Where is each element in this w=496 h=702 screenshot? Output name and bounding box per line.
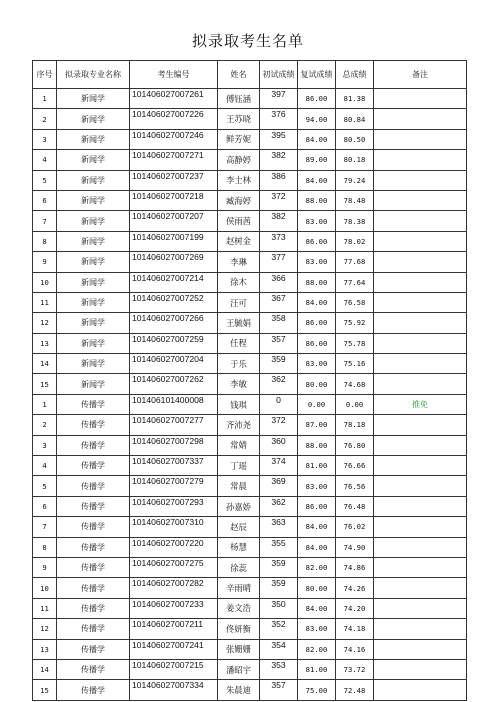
header-written-score: 初试成绩	[260, 61, 298, 89]
candidate-id: 101406027007271	[130, 150, 218, 170]
note-cell	[374, 435, 467, 455]
row-number: 9	[33, 557, 57, 577]
total-score: 74.26	[336, 578, 374, 598]
major-cell: 传播学	[57, 680, 130, 700]
interview-score: 81.00	[298, 659, 336, 679]
total-score: 76.02	[336, 517, 374, 537]
row-number: 13	[33, 639, 57, 659]
table-row	[33, 231, 467, 251]
table-row	[33, 598, 467, 618]
table-row	[33, 252, 467, 272]
interview-score: 82.00	[298, 639, 336, 659]
candidate-name: 钱琪	[218, 394, 260, 414]
written-score: 382	[260, 211, 298, 231]
table-row	[33, 394, 467, 414]
page-title: 拟录取考生名单	[191, 32, 304, 50]
major-cell: 新闻学	[57, 150, 130, 170]
note-cell	[374, 415, 467, 435]
major-cell: 新闻学	[57, 333, 130, 353]
written-score: 366	[260, 272, 298, 292]
row-number: 11	[33, 292, 57, 312]
row-number: 10	[33, 272, 57, 292]
interview-score: 81.00	[298, 456, 336, 476]
total-score: 74.18	[336, 619, 374, 639]
total-score: 74.68	[336, 374, 374, 394]
row-number: 15	[33, 374, 57, 394]
candidate-id: 101406027007293	[130, 496, 218, 516]
interview-score: 84.00	[298, 292, 336, 312]
row-number: 13	[33, 333, 57, 353]
written-score: 372	[260, 415, 298, 435]
written-score: 382	[260, 150, 298, 170]
candidate-name: 李士林	[218, 170, 260, 190]
candidate-name: 朱晨迪	[218, 680, 260, 700]
note-cell	[374, 190, 467, 210]
table-row	[33, 415, 467, 435]
table-row	[33, 537, 467, 557]
total-score: 76.48	[336, 496, 374, 516]
interview-score: 80.00	[298, 374, 336, 394]
candidate-id: 101406027007266	[130, 313, 218, 333]
candidate-name: 徐木	[218, 272, 260, 292]
written-score: 359	[260, 354, 298, 374]
major-cell: 传播学	[57, 394, 130, 414]
note-cell	[374, 578, 467, 598]
written-score: 372	[260, 190, 298, 210]
note-cell	[374, 150, 467, 170]
row-number: 8	[33, 537, 57, 557]
major-cell: 新闻学	[57, 374, 130, 394]
row-number: 4	[33, 150, 57, 170]
row-number: 2	[33, 415, 57, 435]
written-score: 353	[260, 659, 298, 679]
candidate-id: 101406027007241	[130, 639, 218, 659]
note-cell	[374, 313, 467, 333]
total-score: 72.48	[336, 680, 374, 700]
major-cell: 传播学	[57, 557, 130, 577]
total-score: 74.20	[336, 598, 374, 618]
table-row	[33, 680, 467, 700]
total-score: 79.24	[336, 170, 374, 190]
row-number: 15	[33, 680, 57, 700]
interview-score: 0.00	[298, 394, 336, 414]
row-number: 7	[33, 517, 57, 537]
row-number: 7	[33, 211, 57, 231]
note-cell	[374, 292, 467, 312]
table-row	[33, 517, 467, 537]
note-cell	[374, 639, 467, 659]
table-row	[33, 129, 467, 149]
interview-score: 87.00	[298, 415, 336, 435]
row-number: 3	[33, 435, 57, 455]
total-score: 78.38	[336, 211, 374, 231]
total-score: 74.16	[336, 639, 374, 659]
note-cell	[374, 333, 467, 353]
table-row	[33, 435, 467, 455]
major-cell: 新闻学	[57, 211, 130, 231]
written-score: 355	[260, 537, 298, 557]
written-score: 357	[260, 333, 298, 353]
candidate-id: 101406027007262	[130, 374, 218, 394]
table-row	[33, 476, 467, 496]
total-score: 77.64	[336, 272, 374, 292]
total-score: 74.86	[336, 557, 374, 577]
written-score: 377	[260, 252, 298, 272]
interview-score: 84.00	[298, 170, 336, 190]
total-score: 80.84	[336, 109, 374, 129]
written-score: 376	[260, 109, 298, 129]
written-score: 369	[260, 476, 298, 496]
major-cell: 传播学	[57, 415, 130, 435]
interview-score: 88.00	[298, 435, 336, 455]
table-row	[33, 557, 467, 577]
row-number: 1	[33, 89, 57, 109]
note-cell	[374, 231, 467, 251]
interview-score: 82.00	[298, 557, 336, 577]
note-cell	[374, 557, 467, 577]
major-cell: 新闻学	[57, 252, 130, 272]
note-cell	[374, 517, 467, 537]
written-score: 386	[260, 170, 298, 190]
table-row	[33, 578, 467, 598]
table-row	[33, 354, 467, 374]
candidate-name: 徐蕊	[218, 557, 260, 577]
candidate-id: 101406027007214	[130, 272, 218, 292]
written-score: 0	[260, 394, 298, 414]
table-row	[33, 619, 467, 639]
candidate-id: 101406027007337	[130, 456, 218, 476]
interview-score: 84.00	[298, 537, 336, 557]
note-cell	[374, 129, 467, 149]
interview-score: 83.00	[298, 211, 336, 231]
table-row	[33, 211, 467, 231]
candidate-name: 赵树金	[218, 231, 260, 251]
candidate-name: 常晨	[218, 476, 260, 496]
written-score: 373	[260, 231, 298, 251]
candidate-name: 高静婷	[218, 150, 260, 170]
written-score: 350	[260, 598, 298, 618]
total-score: 74.90	[336, 537, 374, 557]
candidate-name: 姜文浩	[218, 598, 260, 618]
header-major: 拟录取专业名称	[57, 61, 130, 89]
major-cell: 新闻学	[57, 170, 130, 190]
table-row	[33, 109, 467, 129]
candidate-name: 齐沛尧	[218, 415, 260, 435]
total-score: 81.38	[336, 89, 374, 109]
total-score: 0.00	[336, 394, 374, 414]
candidate-name: 李琳	[218, 252, 260, 272]
candidate-name: 侯雨茜	[218, 211, 260, 231]
header-name: 姓名	[218, 61, 260, 89]
interview-score: 89.00	[298, 150, 336, 170]
written-score: 395	[260, 129, 298, 149]
written-score: 359	[260, 557, 298, 577]
major-cell: 传播学	[57, 456, 130, 476]
table-row	[33, 170, 467, 190]
candidate-name: 佟妍衡	[218, 619, 260, 639]
candidate-id: 101406027007282	[130, 578, 218, 598]
note-cell	[374, 537, 467, 557]
interview-score: 83.00	[298, 252, 336, 272]
written-score: 363	[260, 517, 298, 537]
total-score: 75.16	[336, 354, 374, 374]
table-header-row	[33, 61, 467, 89]
major-cell: 传播学	[57, 517, 130, 537]
note-cell	[374, 109, 467, 129]
candidate-id: 101406027007233	[130, 598, 218, 618]
major-cell: 传播学	[57, 619, 130, 639]
admission-table	[32, 60, 467, 701]
major-cell: 传播学	[57, 639, 130, 659]
candidate-name: 杨慧	[218, 537, 260, 557]
row-number: 14	[33, 354, 57, 374]
note-cell	[374, 170, 467, 190]
written-score: 397	[260, 89, 298, 109]
candidate-id: 101406027007215	[130, 659, 218, 679]
note-cell	[374, 456, 467, 476]
written-score: 358	[260, 313, 298, 333]
major-cell: 新闻学	[57, 292, 130, 312]
written-score: 352	[260, 619, 298, 639]
major-cell: 传播学	[57, 578, 130, 598]
row-number: 2	[33, 109, 57, 129]
candidate-id: 101406027007211	[130, 619, 218, 639]
interview-score: 94.00	[298, 109, 336, 129]
interview-score: 88.00	[298, 190, 336, 210]
note-cell	[374, 476, 467, 496]
candidate-name: 王苏晓	[218, 109, 260, 129]
interview-score: 86.00	[298, 496, 336, 516]
row-number: 5	[33, 476, 57, 496]
header-total-score: 总成绩	[336, 61, 374, 89]
written-score: 374	[260, 456, 298, 476]
interview-score: 86.00	[298, 333, 336, 353]
total-score: 76.80	[336, 435, 374, 455]
candidate-id: 101406027007226	[130, 109, 218, 129]
row-number: 5	[33, 170, 57, 190]
candidate-id: 101406027007237	[130, 170, 218, 190]
interview-score: 80.00	[298, 578, 336, 598]
interview-score: 86.00	[298, 231, 336, 251]
candidate-name: 傅钰涵	[218, 89, 260, 109]
candidate-name: 赵辰	[218, 517, 260, 537]
note-cell	[374, 598, 467, 618]
note-cell	[374, 374, 467, 394]
total-score: 73.72	[336, 659, 374, 679]
candidate-id: 101406027007279	[130, 476, 218, 496]
total-score: 78.18	[336, 415, 374, 435]
candidate-id: 101406027007259	[130, 333, 218, 353]
table-row	[33, 456, 467, 476]
candidate-name: 王毓娟	[218, 313, 260, 333]
row-number: 12	[33, 313, 57, 333]
candidate-id: 101406027007261	[130, 89, 218, 109]
table-row	[33, 89, 467, 109]
written-score: 360	[260, 435, 298, 455]
candidate-id: 101406027007298	[130, 435, 218, 455]
note-cell	[374, 252, 467, 272]
candidate-name: 李敏	[218, 374, 260, 394]
candidate-id: 101406027007334	[130, 680, 218, 700]
note-cell	[374, 89, 467, 109]
interview-score: 86.00	[298, 313, 336, 333]
row-number: 12	[33, 619, 57, 639]
row-number: 14	[33, 659, 57, 679]
candidate-name: 潘昭宇	[218, 659, 260, 679]
interview-score: 83.00	[298, 476, 336, 496]
total-score: 76.66	[336, 456, 374, 476]
major-cell: 新闻学	[57, 109, 130, 129]
interview-score: 88.00	[298, 272, 336, 292]
table-row	[33, 313, 467, 333]
written-score: 359	[260, 578, 298, 598]
table-row	[33, 333, 467, 353]
row-number: 11	[33, 598, 57, 618]
candidate-id: 101406027007207	[130, 211, 218, 231]
candidate-name: 辛雨晴	[218, 578, 260, 598]
interview-score: 84.00	[298, 129, 336, 149]
major-cell: 传播学	[57, 496, 130, 516]
major-cell: 传播学	[57, 476, 130, 496]
candidate-id: 101406027007246	[130, 129, 218, 149]
total-score: 77.68	[336, 252, 374, 272]
table-row	[33, 659, 467, 679]
candidate-id: 101406027007218	[130, 190, 218, 210]
interview-score: 83.00	[298, 619, 336, 639]
total-score: 75.78	[336, 333, 374, 353]
table-row	[33, 639, 467, 659]
table-row	[33, 150, 467, 170]
candidate-name: 汪可	[218, 292, 260, 312]
major-cell: 新闻学	[57, 190, 130, 210]
candidate-name: 常婧	[218, 435, 260, 455]
candidate-name: 张姗姗	[218, 639, 260, 659]
total-score: 75.92	[336, 313, 374, 333]
header-no: 序号	[33, 61, 57, 89]
major-cell: 新闻学	[57, 313, 130, 333]
row-number: 6	[33, 496, 57, 516]
written-score: 367	[260, 292, 298, 312]
row-number: 1	[33, 394, 57, 414]
note-cell	[374, 659, 467, 679]
candidate-id: 101406101400008	[130, 394, 218, 414]
row-number: 9	[33, 252, 57, 272]
interview-score: 86.00	[298, 89, 336, 109]
major-cell: 传播学	[57, 435, 130, 455]
note-cell	[374, 272, 467, 292]
header-note: 备注	[374, 61, 467, 89]
candidate-id: 101406027007310	[130, 517, 218, 537]
major-cell: 新闻学	[57, 272, 130, 292]
header-candidate-id: 考生编号	[130, 61, 218, 89]
note-cell: 推免	[374, 394, 467, 414]
written-score: 362	[260, 496, 298, 516]
candidate-id: 101406027007277	[130, 415, 218, 435]
candidate-id: 101406027007199	[130, 231, 218, 251]
row-number: 8	[33, 231, 57, 251]
header-interview-score: 复试成绩	[298, 61, 336, 89]
candidate-id: 101406027007204	[130, 354, 218, 374]
note-cell	[374, 619, 467, 639]
total-score: 78.02	[336, 231, 374, 251]
interview-score: 83.00	[298, 354, 336, 374]
candidate-name: 任程	[218, 333, 260, 353]
total-score: 76.56	[336, 476, 374, 496]
written-score: 357	[260, 680, 298, 700]
interview-score: 84.00	[298, 598, 336, 618]
written-score: 354	[260, 639, 298, 659]
table-row	[33, 190, 467, 210]
table-row	[33, 292, 467, 312]
total-score: 80.50	[336, 129, 374, 149]
total-score: 76.58	[336, 292, 374, 312]
candidate-id: 101406027007275	[130, 557, 218, 577]
total-score: 78.48	[336, 190, 374, 210]
candidate-name: 臧海婷	[218, 190, 260, 210]
major-cell: 传播学	[57, 537, 130, 557]
candidate-id: 101406027007269	[130, 252, 218, 272]
note-cell	[374, 496, 467, 516]
note-cell	[374, 211, 467, 231]
row-number: 10	[33, 578, 57, 598]
note-cell	[374, 680, 467, 700]
row-number: 4	[33, 456, 57, 476]
interview-score: 75.00	[298, 680, 336, 700]
candidate-name: 孙嘉娇	[218, 496, 260, 516]
candidate-name: 鲜芳妮	[218, 129, 260, 149]
candidate-id: 101406027007252	[130, 292, 218, 312]
interview-score: 84.00	[298, 517, 336, 537]
major-cell: 新闻学	[57, 354, 130, 374]
row-number: 3	[33, 129, 57, 149]
written-score: 362	[260, 374, 298, 394]
candidate-name: 于乐	[218, 354, 260, 374]
candidate-name: 丁瑶	[218, 456, 260, 476]
major-cell: 传播学	[57, 659, 130, 679]
table-row	[33, 272, 467, 292]
table-row	[33, 496, 467, 516]
table-row	[33, 374, 467, 394]
note-cell	[374, 354, 467, 374]
total-score: 80.18	[336, 150, 374, 170]
row-number: 6	[33, 190, 57, 210]
major-cell: 新闻学	[57, 231, 130, 251]
candidate-id: 101406027007220	[130, 537, 218, 557]
major-cell: 新闻学	[57, 89, 130, 109]
major-cell: 传播学	[57, 598, 130, 618]
major-cell: 新闻学	[57, 129, 130, 149]
